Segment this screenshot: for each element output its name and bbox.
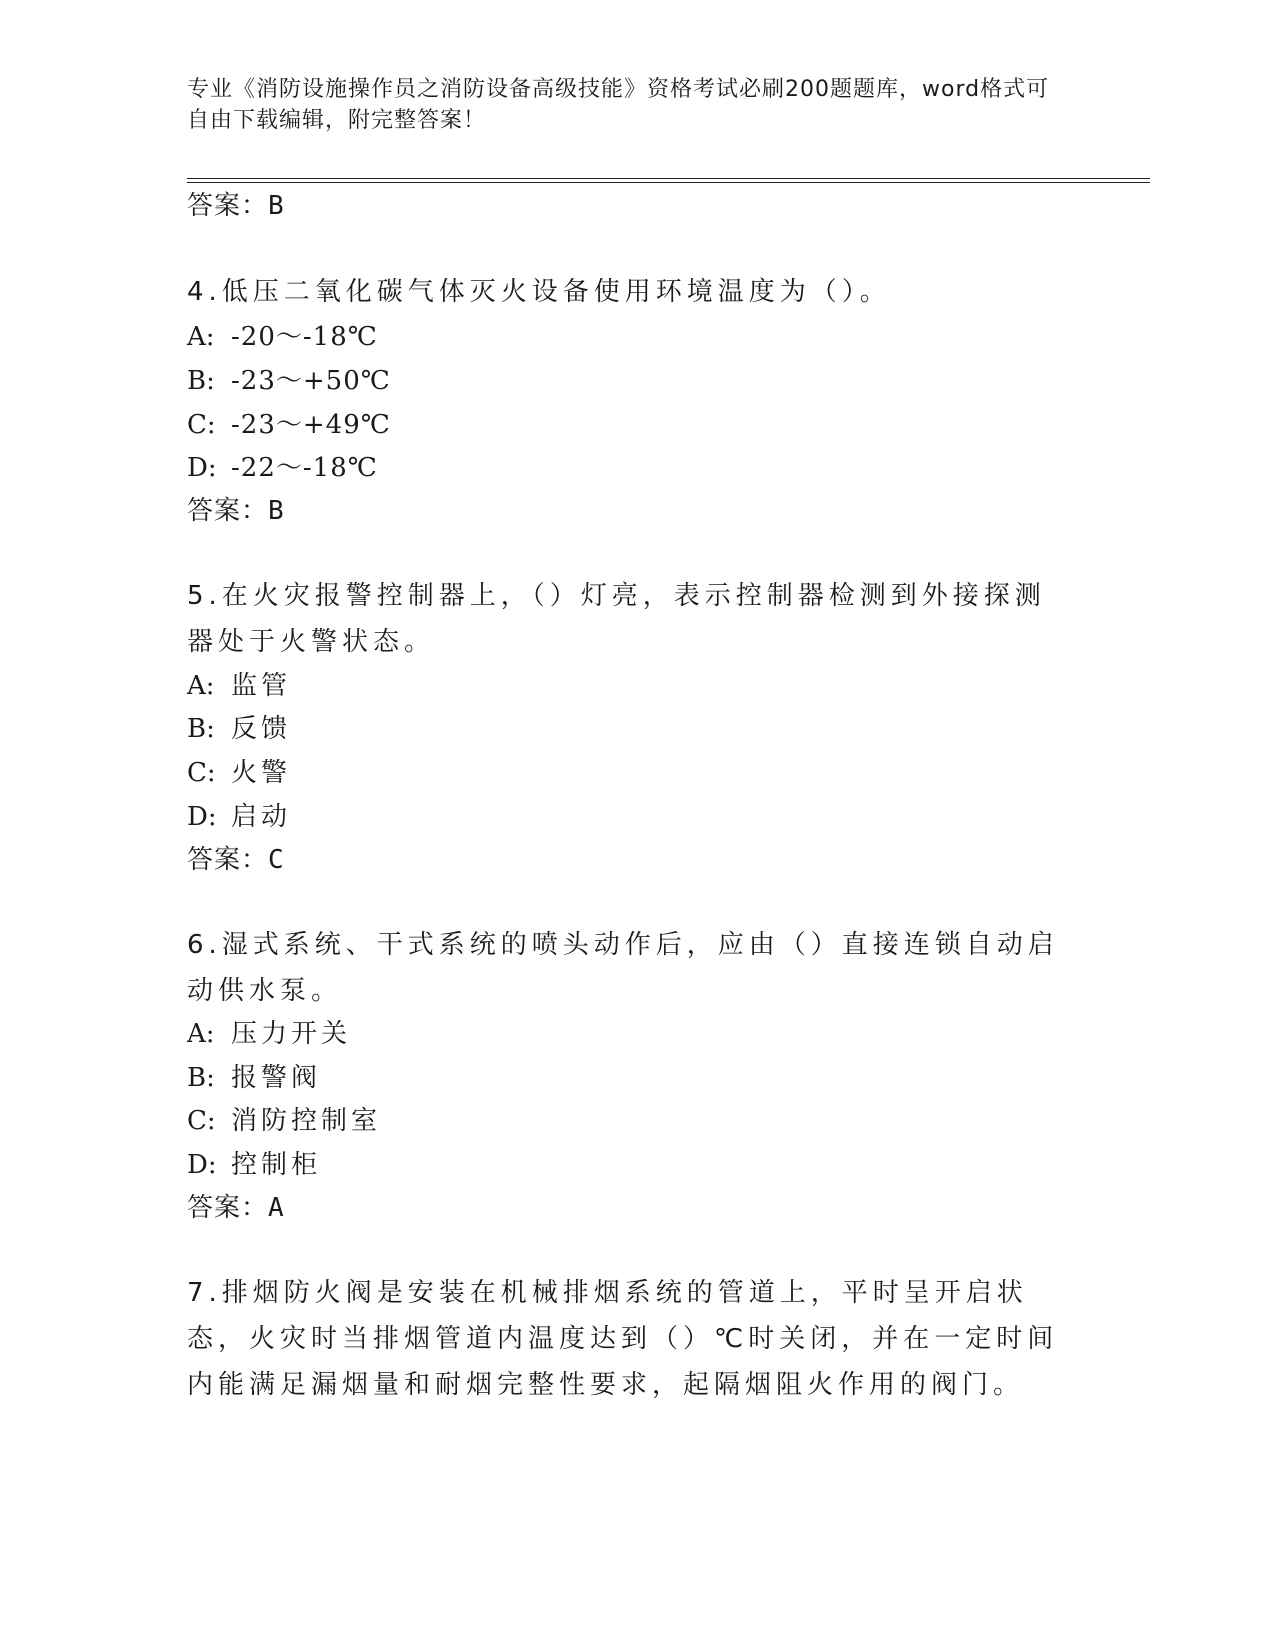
answer-letter: B	[268, 191, 285, 221]
option-a	[187, 669, 291, 703]
option-d	[187, 800, 291, 834]
option-key: C:	[187, 758, 216, 788]
option-key: A:	[187, 322, 215, 352]
option-key: C:	[187, 410, 216, 440]
question-text: 5.在火灾报警控制器上，（）灯亮，表示控制器检测到外接探测器处于火警状态。	[187, 581, 1046, 657]
option-key: D:	[187, 453, 217, 483]
option-value: 火警	[231, 758, 292, 788]
option-value: -23～+49℃	[231, 410, 391, 440]
option-key: C:	[187, 1106, 216, 1136]
header-rule-top	[187, 178, 1150, 179]
option-value: 消防控制室	[231, 1106, 382, 1136]
option-d	[187, 1148, 321, 1182]
answer-letter: B	[268, 496, 285, 526]
option-key: D:	[187, 1150, 217, 1180]
option-b	[187, 364, 391, 398]
answer-line	[187, 494, 285, 528]
answer-line	[187, 843, 285, 877]
question-text: 6.湿式系统、干式系统的喷头动作后，应由（）直接连锁自动启动供水泵。	[187, 930, 1059, 1006]
option-key: B:	[187, 714, 215, 744]
answer-line	[187, 189, 285, 223]
option-value: 监管	[231, 671, 292, 701]
option-b	[187, 1061, 321, 1095]
option-c	[187, 408, 391, 442]
option-value: 启动	[231, 802, 292, 832]
option-d	[187, 451, 378, 485]
option-value: 控制柜	[231, 1150, 322, 1180]
option-a	[187, 320, 378, 354]
answer-label: 答案：	[187, 1193, 269, 1223]
option-key: D:	[187, 802, 217, 832]
document-header: 专业《消防设施操作员之消防设备高级技能》资格考试必刷200题题库，word格式可自由下载编辑，附完整答案！	[187, 77, 1050, 133]
option-key: B:	[187, 1063, 215, 1093]
answer-label: 答案：	[187, 496, 269, 526]
option-a	[187, 1017, 351, 1051]
option-value: 压力开关	[231, 1019, 352, 1049]
header-rule-bottom	[187, 182, 1150, 183]
answer-label: 答案：	[187, 845, 269, 875]
answer-label: 答案：	[187, 191, 269, 221]
option-value: -23～+50℃	[231, 366, 391, 396]
option-value: -22～-18℃	[231, 453, 378, 483]
option-key: A:	[187, 671, 215, 701]
question-text: 7.排烟防火阀是安装在机械排烟系统的管道上，平时呈开启状态，火灾时当排烟管道内温度达到（）℃时关闭，并在一定时间内能满足漏烟量和耐烟完整性要求，起隔烟阻火作用的阀门。	[187, 1278, 1059, 1400]
answer-letter: C	[268, 845, 285, 875]
answer-line	[187, 1191, 285, 1225]
answer-letter: A	[268, 1193, 285, 1223]
option-b	[187, 712, 291, 746]
option-c	[187, 1104, 381, 1138]
option-value: 反馈	[231, 714, 292, 744]
option-key: A:	[187, 1019, 215, 1049]
question-text: 4.低压二氧化碳气体灭火设备使用环境温度为（）。	[187, 277, 891, 307]
option-value: -20～-18℃	[231, 322, 378, 352]
option-value: 报警阀	[231, 1063, 322, 1093]
option-c	[187, 756, 291, 790]
option-key: B:	[187, 366, 215, 396]
